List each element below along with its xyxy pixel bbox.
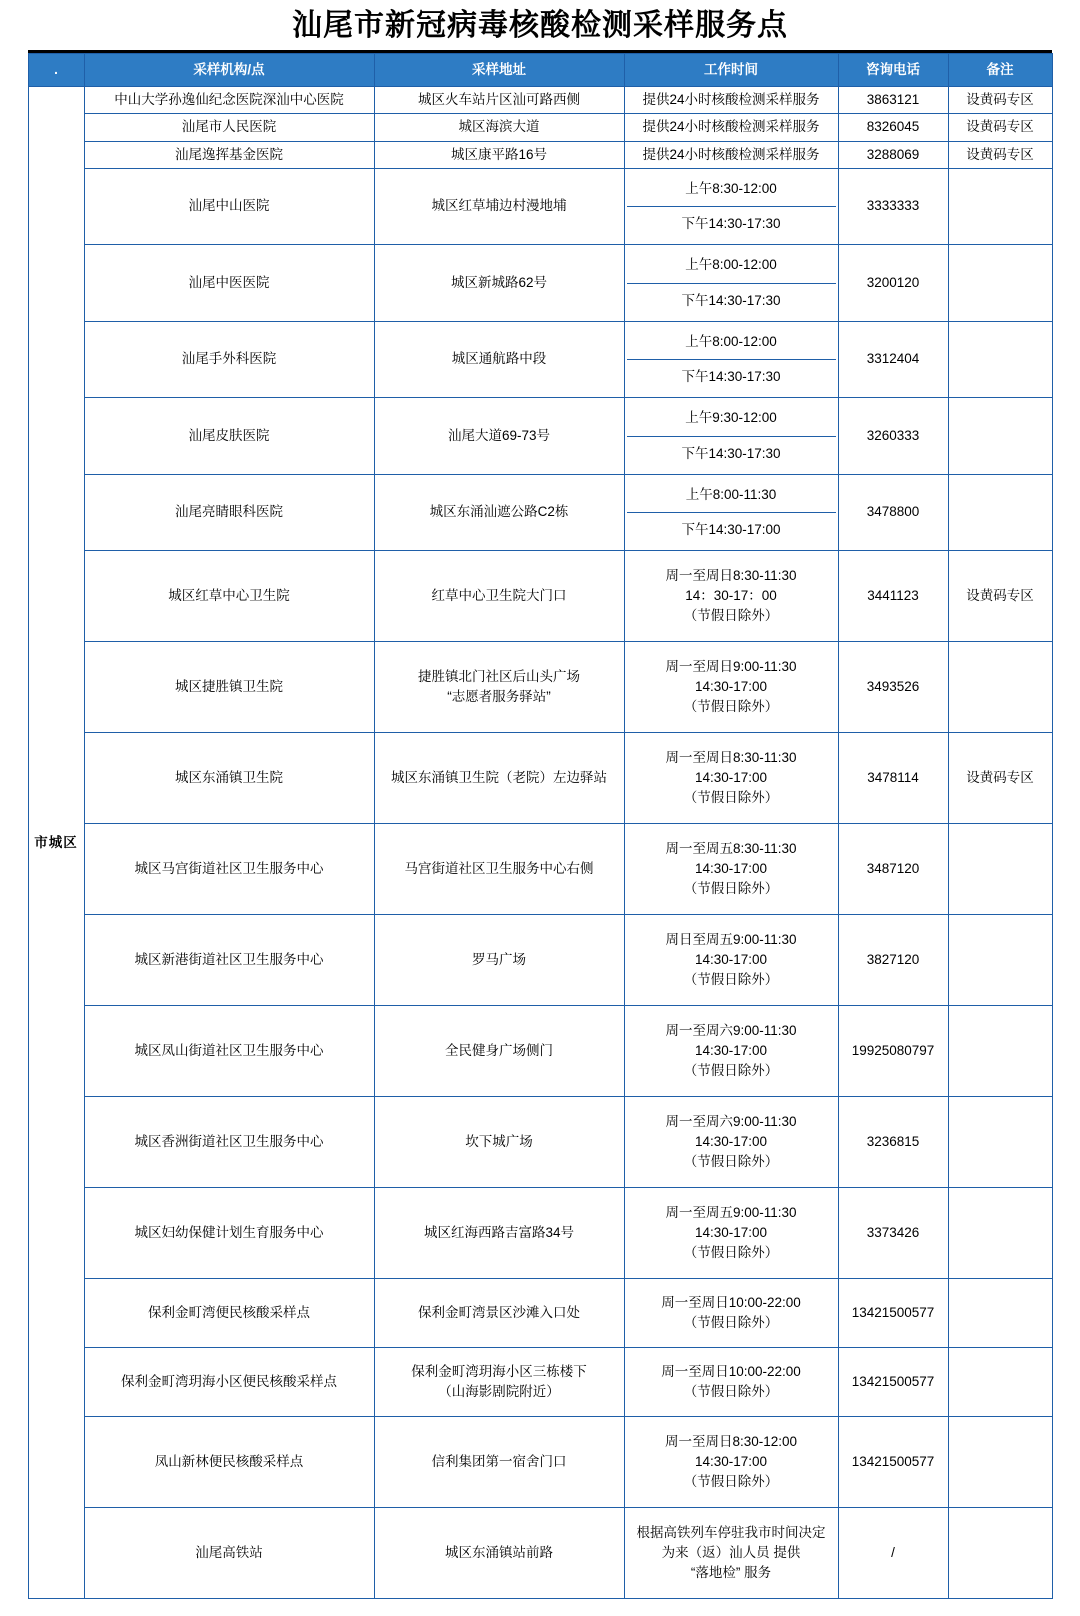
cell-address: 城区新城路62号 <box>374 245 624 322</box>
cell-address: 罗马广场 <box>374 915 624 1006</box>
cell-hours: 周一至周六9:00-11:30 14:30-17:00 （节假日除外） <box>624 1006 838 1097</box>
cell-phone: 3478800 <box>838 474 948 551</box>
table-row <box>28 915 1052 1006</box>
table-row <box>28 551 1052 642</box>
cell-organization: 城区香洲街道社区卫生服务中心 <box>84 1097 374 1188</box>
cell-hours <box>624 168 838 245</box>
column-header-hours: 工作时间 <box>624 54 838 87</box>
cell-hours: 周一至周五9:00-11:30 14:30-17:00 （节假日除外） <box>624 1188 838 1279</box>
cell-hours: 提供24小时核酸检测采样服务 <box>624 87 838 114</box>
cell-organization: 汕尾亮睛眼科医院 <box>84 474 374 551</box>
cell-phone: 13421500577 <box>838 1417 948 1508</box>
cell-organization: 城区红草中心卫生院 <box>84 551 374 642</box>
table-row <box>28 1188 1052 1279</box>
cell-address: 城区红草埔边村漫地埔 <box>374 168 624 245</box>
table-row <box>28 141 1052 168</box>
cell-note <box>948 1097 1052 1188</box>
cell-address: 城区东涌镇卫生院（老院）左边驿站 <box>374 733 624 824</box>
table-row <box>28 87 1052 114</box>
cell-hours: 周一至周日10:00-22:00 （节假日除外） <box>624 1279 838 1348</box>
cell-phone: 3288069 <box>838 141 948 168</box>
cell-note <box>948 321 1052 398</box>
cell-note <box>948 245 1052 322</box>
cell-address: 保利金町湾玥海小区三栋楼下 （山海影剧院附近） <box>374 1348 624 1417</box>
cell-hours: 根据高铁列车停驻我市时间决定 为来（返）汕人员 提供 “落地检” 服务 <box>624 1508 838 1599</box>
cell-phone: / <box>838 1508 948 1599</box>
cell-phone: 13421500577 <box>838 1348 948 1417</box>
cell-address: 城区火车站片区汕可路西侧 <box>374 87 624 114</box>
cell-organization: 保利金町湾便民核酸采样点 <box>84 1279 374 1348</box>
cell-note <box>948 824 1052 915</box>
cell-address: 城区海滨大道 <box>374 114 624 141</box>
cell-phone: 3333333 <box>838 168 948 245</box>
cell-address: 全民健身广场侧门 <box>374 1006 624 1097</box>
cell-hours <box>624 321 838 398</box>
hours-line: 上午8:00-12:00 <box>627 248 836 283</box>
cell-organization: 汕尾中医医院 <box>84 245 374 322</box>
cell-phone: 3200120 <box>838 245 948 322</box>
cell-address: 马宫街道社区卫生服务中心右侧 <box>374 824 624 915</box>
cell-hours <box>624 245 838 322</box>
cell-address: 城区东涌汕遮公路C2栋 <box>374 474 624 551</box>
page-title: 汕尾市新冠病毒核酸检测采样服务点 <box>28 0 1052 53</box>
column-header-note: 备注 <box>948 54 1052 87</box>
cell-address: 捷胜镇北门社区后山头广场 “志愿者服务驿站” <box>374 642 624 733</box>
cell-phone: 3373426 <box>838 1188 948 1279</box>
sampling-sites-table <box>28 53 1053 1599</box>
table-row <box>28 824 1052 915</box>
hours-line: 下午14:30-17:30 <box>681 292 781 308</box>
table-row <box>28 642 1052 733</box>
hours-line: 上午8:00-11:30 <box>627 478 836 513</box>
column-header-phone: 咨询电话 <box>838 54 948 87</box>
cell-note: 设黄码专区 <box>948 87 1052 114</box>
table-body <box>28 87 1052 1599</box>
cell-note: 设黄码专区 <box>948 114 1052 141</box>
cell-organization: 保利金町湾玥海小区便民核酸采样点 <box>84 1348 374 1417</box>
cell-hours: 周一至周日9:00-11:30 14:30-17:00 （节假日除外） <box>624 642 838 733</box>
cell-address: 坎下城广场 <box>374 1097 624 1188</box>
cell-phone: 3312404 <box>838 321 948 398</box>
cell-hours: 周一至周六9:00-11:30 14:30-17:00 （节假日除外） <box>624 1097 838 1188</box>
cell-organization: 城区马宫街道社区卫生服务中心 <box>84 824 374 915</box>
cell-address: 城区康平路16号 <box>374 141 624 168</box>
table-row <box>28 245 1052 322</box>
cell-phone: 3260333 <box>838 398 948 475</box>
cell-organization: 城区新港街道社区卫生服务中心 <box>84 915 374 1006</box>
column-header-region: . <box>28 54 84 87</box>
cell-note <box>948 474 1052 551</box>
table-row <box>28 733 1052 824</box>
cell-address: 城区通航路中段 <box>374 321 624 398</box>
table-row <box>28 398 1052 475</box>
cell-hours: 周一至周日8:30-11:30 14：30-17：00 （节假日除外） <box>624 551 838 642</box>
table-row <box>28 1348 1052 1417</box>
cell-hours: 周一至周五8:30-11:30 14:30-17:00 （节假日除外） <box>624 824 838 915</box>
cell-hours: 提供24小时核酸检测采样服务 <box>624 141 838 168</box>
cell-address: 汕尾大道69-73号 <box>374 398 624 475</box>
cell-hours: 周一至周日8:30-12:00 14:30-17:00 （节假日除外） <box>624 1417 838 1508</box>
cell-organization: 汕尾皮肤医院 <box>84 398 374 475</box>
cell-note <box>948 1508 1052 1599</box>
hours-line: 下午14:30-17:00 <box>681 522 781 537</box>
cell-hours: 提供24小时核酸检测采样服务 <box>624 114 838 141</box>
cell-address: 城区东涌镇站前路 <box>374 1508 624 1599</box>
cell-phone: 3493526 <box>838 642 948 733</box>
region-cell: 市城区 <box>28 87 84 1599</box>
cell-address: 信利集团第一宿舍门口 <box>374 1417 624 1508</box>
hours-line: 上午8:00-12:00 <box>627 325 836 360</box>
cell-organization: 汕尾逸挥基金医院 <box>84 141 374 168</box>
cell-phone: 19925080797 <box>838 1006 948 1097</box>
table-row <box>28 1279 1052 1348</box>
cell-note: 设黄码专区 <box>948 551 1052 642</box>
table-row <box>28 474 1052 551</box>
table-row <box>28 1006 1052 1097</box>
table-row <box>28 114 1052 141</box>
table-row <box>28 168 1052 245</box>
cell-organization: 汕尾高铁站 <box>84 1508 374 1599</box>
cell-note <box>948 398 1052 475</box>
cell-phone: 13421500577 <box>838 1279 948 1348</box>
table-header <box>28 54 1052 87</box>
cell-hours: 周一至周日8:30-11:30 14:30-17:00 （节假日除外） <box>624 733 838 824</box>
cell-hours: 周一至周日10:00-22:00 （节假日除外） <box>624 1348 838 1417</box>
column-header-address: 采样地址 <box>374 54 624 87</box>
cell-note <box>948 1348 1052 1417</box>
cell-phone: 3487120 <box>838 824 948 915</box>
hours-line: 上午8:30-12:00 <box>627 172 836 207</box>
cell-phone: 3478114 <box>838 733 948 824</box>
cell-note <box>948 915 1052 1006</box>
table-row <box>28 321 1052 398</box>
cell-phone: 8326045 <box>838 114 948 141</box>
table-row <box>28 1508 1052 1599</box>
cell-note <box>948 1279 1052 1348</box>
cell-phone: 3863121 <box>838 87 948 114</box>
cell-organization: 汕尾市人民医院 <box>84 114 374 141</box>
cell-note: 设黄码专区 <box>948 141 1052 168</box>
column-header-organization: 采样机构/点 <box>84 54 374 87</box>
cell-organization: 城区东涌镇卫生院 <box>84 733 374 824</box>
cell-organization: 中山大学孙逸仙纪念医院深汕中心医院 <box>84 87 374 114</box>
cell-address: 红草中心卫生院大门口 <box>374 551 624 642</box>
cell-organization: 城区凤山街道社区卫生服务中心 <box>84 1006 374 1097</box>
cell-organization: 凤山新林便民核酸采样点 <box>84 1417 374 1508</box>
cell-organization: 汕尾手外科医院 <box>84 321 374 398</box>
cell-note <box>948 1188 1052 1279</box>
hours-line: 下午14:30-17:30 <box>681 216 781 231</box>
table-row <box>28 1097 1052 1188</box>
cell-phone: 3236815 <box>838 1097 948 1188</box>
cell-address: 保利金町湾景区沙滩入口处 <box>374 1279 624 1348</box>
cell-note <box>948 642 1052 733</box>
hours-line: 下午14:30-17:30 <box>681 445 781 461</box>
hours-line: 上午9:30-12:00 <box>627 401 836 436</box>
cell-address: 城区红海西路吉富路34号 <box>374 1188 624 1279</box>
table-row <box>28 1417 1052 1508</box>
cell-hours: 周日至周五9:00-11:30 14:30-17:00 （节假日除外） <box>624 915 838 1006</box>
cell-note <box>948 1006 1052 1097</box>
cell-note: 设黄码专区 <box>948 733 1052 824</box>
cell-hours <box>624 474 838 551</box>
hours-line: 下午14:30-17:30 <box>681 369 781 384</box>
cell-hours <box>624 398 838 475</box>
cell-phone: 3827120 <box>838 915 948 1006</box>
cell-phone: 3441123 <box>838 551 948 642</box>
cell-organization: 城区妇幼保健计划生育服务中心 <box>84 1188 374 1279</box>
cell-organization: 汕尾中山医院 <box>84 168 374 245</box>
cell-organization: 城区捷胜镇卫生院 <box>84 642 374 733</box>
cell-note <box>948 1417 1052 1508</box>
cell-note <box>948 168 1052 245</box>
